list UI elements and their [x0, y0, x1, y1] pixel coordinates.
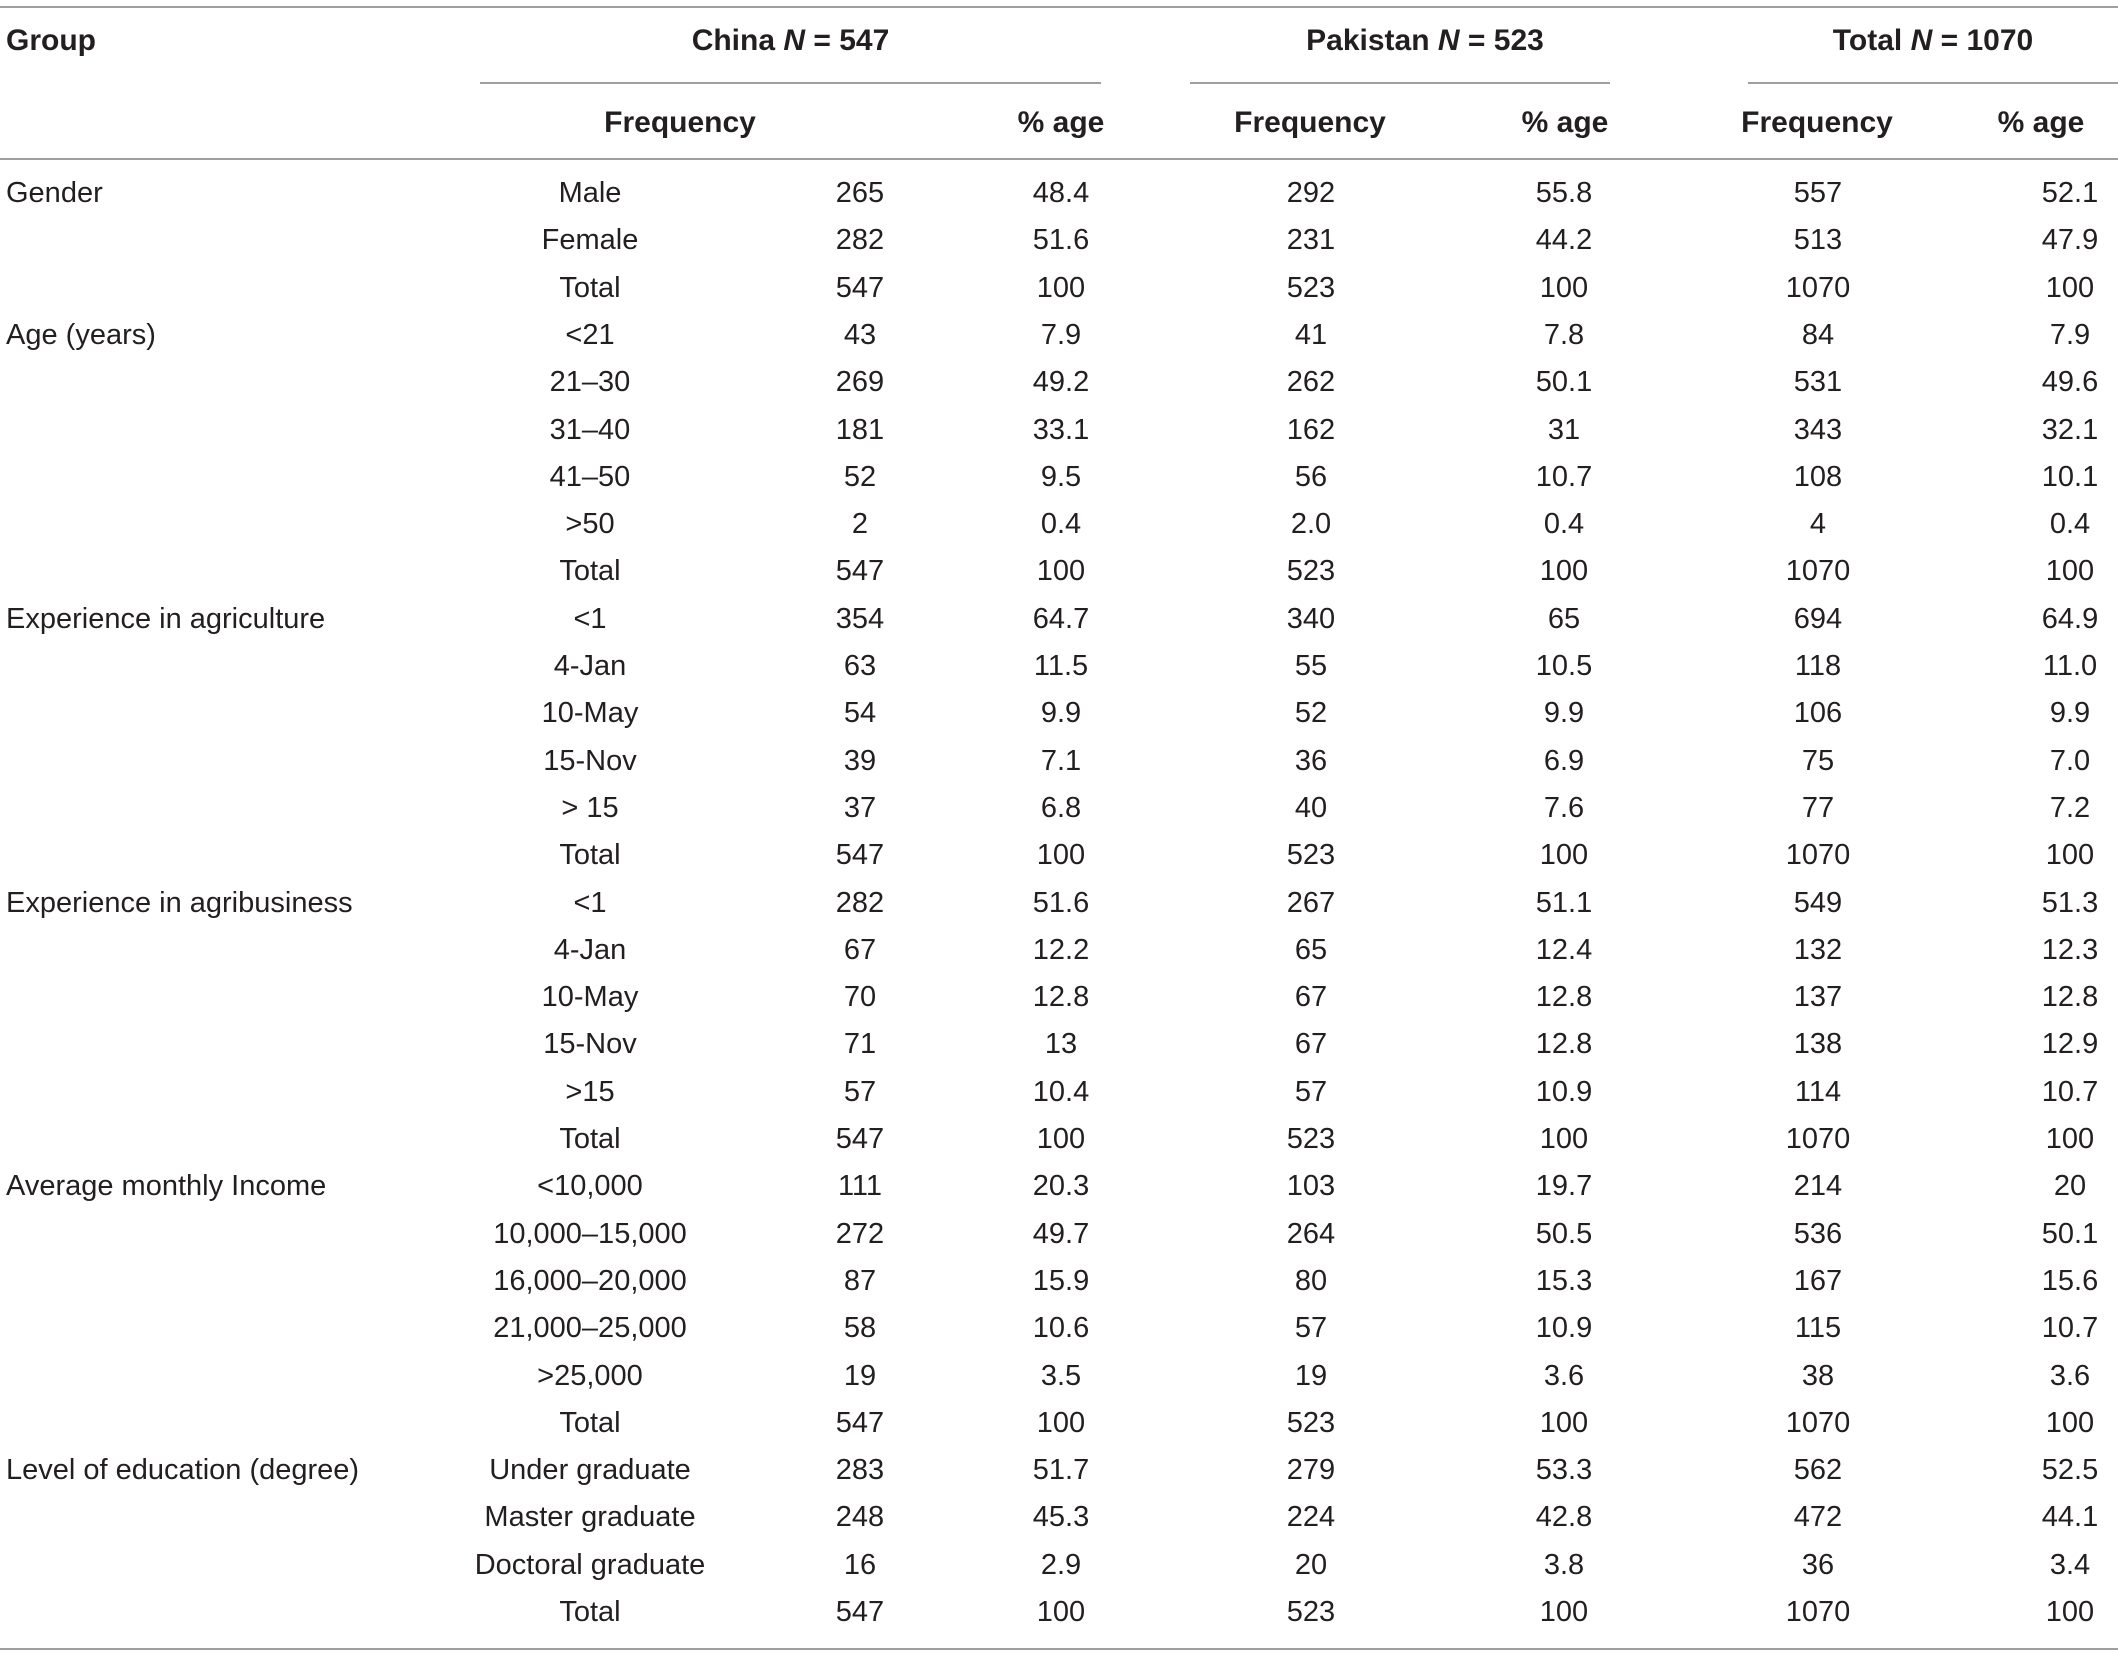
pakistan-frequency-cell: 56 — [1294, 460, 1328, 493]
category-cell: <1 — [573, 602, 607, 635]
pakistan-percent-cell: 12.8 — [1535, 1028, 1593, 1061]
pakistan-frequency-cell: 523 — [1286, 1123, 1336, 1155]
pakistan-frequency-cell: 523 — [1286, 1406, 1336, 1439]
group-label: Experience in agriculture — [6, 602, 326, 635]
pakistan-percent-cell: 3.6 — [1543, 1359, 1585, 1392]
pakistan-frequency-cell: 19 — [1294, 1359, 1328, 1392]
pakistan-frequency-cell: 41 — [1294, 318, 1328, 351]
china-percent-cell: 7.1 — [1040, 744, 1082, 777]
total-frequency-cell: 562 — [1793, 1454, 1843, 1487]
total-frequency-cell: 1070 — [1785, 271, 1851, 304]
total-percent-cell: 100 — [2045, 1406, 2095, 1439]
pakistan-percent-cell: 19.7 — [1535, 1170, 1593, 1203]
china-frequency-cell: 2 — [851, 508, 869, 541]
country-header-pakistan — [1190, 17, 1660, 64]
china-percent-cell: 12.8 — [1032, 981, 1090, 1014]
n-label: N — [1437, 24, 1460, 57]
pakistan-header-rule — [1190, 82, 1610, 84]
group-label: Level of education (degree) — [6, 1454, 360, 1487]
pakistan-frequency-cell: 292 — [1286, 177, 1336, 209]
pakistan-percent-cell: 6.9 — [1543, 744, 1585, 777]
total-frequency-cell: 1070 — [1785, 1406, 1851, 1439]
pakistan-percent-cell: 7.8 — [1543, 318, 1585, 351]
subheader-total-percent: % age — [1997, 106, 2085, 139]
category-cell: >15 — [565, 1075, 615, 1108]
country-name: China — [691, 24, 776, 57]
total-percent-cell: 3.4 — [2049, 1548, 2091, 1581]
china-frequency-cell: 547 — [835, 1406, 885, 1439]
total-frequency-cell: 106 — [1793, 697, 1843, 730]
category-cell: <21 — [565, 318, 615, 351]
category-cell: 21–30 — [549, 366, 631, 399]
china-percent-cell: 33.1 — [1032, 413, 1090, 446]
pakistan-percent-cell: 53.3 — [1535, 1454, 1593, 1487]
pakistan-frequency-cell: 267 — [1286, 886, 1336, 919]
china-percent-cell: 100 — [1036, 1596, 1086, 1628]
total-percent-cell: 32.1 — [2041, 413, 2099, 446]
total-frequency-cell: 132 — [1793, 933, 1843, 966]
total-percent-cell: 12.9 — [2041, 1028, 2099, 1061]
total-frequency-cell: 1070 — [1785, 1123, 1851, 1155]
total-frequency-cell: 108 — [1793, 460, 1843, 493]
category-cell: <10,000 — [537, 1170, 643, 1203]
total-percent-cell: 10.7 — [2041, 1075, 2099, 1108]
china-frequency-cell: 547 — [835, 1123, 885, 1155]
china-frequency-cell: 282 — [835, 886, 885, 919]
category-cell: 41–50 — [549, 460, 631, 493]
pakistan-frequency-cell: 65 — [1294, 933, 1328, 966]
china-percent-cell: 9.9 — [1040, 697, 1082, 730]
total-percent-cell: 49.6 — [2041, 366, 2099, 399]
china-percent-cell: 100 — [1036, 271, 1086, 304]
pakistan-frequency-cell: 523 — [1286, 271, 1336, 304]
china-percent-cell: 2.9 — [1040, 1548, 1082, 1581]
category-cell: Total — [559, 1123, 621, 1155]
china-frequency-cell: 547 — [835, 1596, 885, 1628]
total-frequency-cell: 513 — [1793, 224, 1843, 257]
china-percent-cell: 51.6 — [1032, 224, 1090, 257]
total-frequency-cell: 115 — [1794, 1312, 1842, 1345]
pakistan-percent-cell: 31 — [1547, 413, 1581, 446]
total-frequency-cell: 1070 — [1785, 555, 1851, 588]
total-frequency-cell: 1070 — [1785, 839, 1851, 872]
header-bottom-rule — [0, 158, 2118, 160]
total-percent-cell: 7.2 — [2049, 791, 2091, 824]
pakistan-percent-cell: 50.1 — [1535, 366, 1593, 399]
china-header-rule — [480, 82, 1101, 84]
pakistan-percent-cell: 15.3 — [1535, 1264, 1593, 1297]
pakistan-percent-cell: 7.6 — [1543, 791, 1585, 824]
n-value: = 547 — [813, 24, 890, 57]
pakistan-percent-cell: 100 — [1539, 1596, 1589, 1628]
china-frequency-cell: 67 — [843, 933, 877, 966]
china-frequency-cell: 265 — [835, 177, 885, 209]
china-percent-cell: 3.5 — [1040, 1359, 1082, 1392]
group-header: Group — [6, 24, 96, 57]
pakistan-frequency-cell: 231 — [1286, 224, 1336, 257]
china-percent-cell: 49.2 — [1032, 366, 1090, 399]
china-frequency-cell: 54 — [843, 697, 877, 730]
china-percent-cell: 100 — [1036, 555, 1086, 588]
total-frequency-cell: 167 — [1793, 1264, 1843, 1297]
pakistan-frequency-cell: 279 — [1286, 1454, 1336, 1487]
china-frequency-cell: 52 — [843, 460, 877, 493]
pakistan-frequency-cell: 57 — [1294, 1075, 1328, 1108]
total-frequency-cell: 137 — [1793, 981, 1843, 1014]
category-cell: 10,000–15,000 — [493, 1217, 687, 1250]
pakistan-frequency-cell: 20 — [1294, 1548, 1328, 1581]
china-percent-cell: 48.4 — [1032, 177, 1090, 209]
total-frequency-cell: 77 — [1801, 791, 1835, 824]
category-cell: 4-Jan — [553, 650, 627, 682]
pakistan-frequency-cell: 67 — [1294, 1028, 1328, 1061]
pakistan-frequency-cell: 36 — [1294, 744, 1328, 777]
category-cell: >25,000 — [537, 1359, 643, 1392]
china-percent-cell: 10.6 — [1032, 1312, 1090, 1345]
pakistan-percent-cell: 9.9 — [1543, 697, 1585, 730]
total-frequency-cell: 4 — [1809, 508, 1827, 541]
total-frequency-cell: 557 — [1793, 177, 1843, 209]
total-frequency-cell: 214 — [1793, 1170, 1843, 1203]
country-name: Total — [1832, 24, 1903, 57]
china-frequency-cell: 43 — [843, 318, 877, 351]
pakistan-percent-cell: 10.9 — [1535, 1312, 1593, 1345]
category-cell: Total — [559, 1406, 621, 1439]
china-frequency-cell: 111 — [837, 1170, 883, 1203]
total-frequency-cell: 694 — [1793, 602, 1843, 635]
category-cell: 10-May — [541, 981, 639, 1014]
total-percent-cell: 51.3 — [2041, 886, 2099, 919]
total-percent-cell: 64.9 — [2041, 602, 2099, 635]
total-percent-cell: 7.0 — [2049, 744, 2091, 777]
pakistan-percent-cell: 50.5 — [1535, 1217, 1593, 1250]
group-label: Experience in agribusiness — [6, 886, 353, 919]
china-percent-cell: 51.6 — [1032, 886, 1090, 919]
pakistan-frequency-cell: 57 — [1294, 1312, 1328, 1345]
group-label: Age (years) — [6, 318, 156, 351]
category-cell: 15-Nov — [543, 744, 637, 777]
pakistan-percent-cell: 12.4 — [1535, 933, 1593, 966]
pakistan-frequency-cell: 523 — [1286, 1596, 1336, 1628]
total-percent-cell: 47.9 — [2041, 224, 2099, 257]
total-frequency-cell: 138 — [1793, 1028, 1843, 1061]
total-percent-cell: 10.7 — [2041, 1312, 2099, 1345]
china-frequency-cell: 19 — [843, 1359, 877, 1392]
china-frequency-cell: 272 — [835, 1217, 885, 1250]
total-percent-cell: 52.5 — [2041, 1454, 2099, 1487]
table-bottom-rule — [0, 1648, 2118, 1650]
category-cell: Under graduate — [489, 1454, 691, 1487]
subheader-total-frequency: Frequency — [1741, 106, 1893, 139]
total-frequency-cell: 531 — [1793, 366, 1843, 399]
total-percent-cell: 100 — [2045, 1596, 2095, 1628]
pakistan-frequency-cell: 523 — [1286, 555, 1336, 588]
china-percent-cell: 9.5 — [1040, 460, 1082, 493]
pakistan-frequency-cell: 55 — [1294, 650, 1328, 682]
total-frequency-cell: 536 — [1793, 1217, 1843, 1250]
total-frequency-cell: 472 — [1793, 1501, 1843, 1534]
pakistan-percent-cell: 100 — [1539, 555, 1589, 588]
china-percent-cell: 6.8 — [1040, 791, 1082, 824]
category-cell: <1 — [573, 886, 607, 919]
pakistan-percent-cell: 0.4 — [1543, 508, 1585, 541]
category-cell: >50 — [565, 508, 615, 541]
china-percent-cell: 7.9 — [1040, 318, 1082, 351]
category-cell: Total — [559, 839, 621, 872]
pakistan-frequency-cell: 264 — [1286, 1217, 1336, 1250]
china-frequency-cell: 354 — [835, 602, 885, 635]
pakistan-percent-cell: 10.5 — [1535, 650, 1593, 682]
category-cell: > 15 — [561, 791, 619, 824]
category-cell: Doctoral graduate — [474, 1548, 706, 1581]
china-frequency-cell: 283 — [835, 1454, 885, 1487]
category-cell: Total — [559, 555, 621, 588]
subheader-pakistan-frequency: Frequency — [1234, 106, 1386, 139]
total-percent-cell: 20 — [2053, 1170, 2087, 1203]
subheader-pakistan-percent: % age — [1521, 106, 1609, 139]
china-percent-cell: 45.3 — [1032, 1501, 1090, 1534]
pakistan-percent-cell: 10.9 — [1535, 1075, 1593, 1108]
pakistan-frequency-cell: 52 — [1294, 697, 1328, 730]
total-percent-cell: 15.6 — [2041, 1264, 2099, 1297]
china-percent-cell: 20.3 — [1032, 1170, 1090, 1203]
n-value: = 523 — [1467, 24, 1544, 57]
total-percent-cell: 3.6 — [2049, 1359, 2091, 1392]
pakistan-percent-cell: 65 — [1547, 602, 1581, 635]
china-frequency-cell: 57 — [843, 1075, 877, 1108]
pakistan-frequency-cell: 80 — [1294, 1264, 1328, 1297]
pakistan-percent-cell: 10.7 — [1535, 460, 1593, 493]
pakistan-frequency-cell: 103 — [1286, 1170, 1336, 1203]
china-frequency-cell: 547 — [835, 271, 885, 304]
china-frequency-cell: 547 — [835, 839, 885, 872]
total-header-rule — [1748, 82, 2118, 84]
china-frequency-cell: 547 — [835, 555, 885, 588]
subheader-china-frequency: Frequency — [604, 106, 756, 139]
pakistan-frequency-cell: 2.0 — [1290, 508, 1332, 541]
country-name: Pakistan — [1306, 24, 1430, 57]
china-frequency-cell: 248 — [835, 1501, 885, 1534]
pakistan-percent-cell: 51.1 — [1535, 886, 1593, 919]
china-percent-cell: 64.7 — [1032, 602, 1090, 635]
total-frequency-cell: 75 — [1801, 744, 1835, 777]
china-percent-cell: 100 — [1036, 1406, 1086, 1439]
china-frequency-cell: 16 — [843, 1548, 877, 1581]
category-cell: Total — [559, 1596, 621, 1628]
china-percent-cell: 12.2 — [1032, 933, 1090, 966]
china-frequency-cell: 37 — [843, 791, 877, 824]
china-percent-cell: 15.9 — [1032, 1264, 1090, 1297]
n-value: = 1070 — [1940, 24, 2034, 57]
china-frequency-cell: 39 — [843, 744, 877, 777]
category-cell: Master graduate — [484, 1501, 696, 1534]
china-percent-cell: 49.7 — [1032, 1217, 1090, 1250]
pakistan-frequency-cell: 262 — [1286, 366, 1336, 399]
group-label: Gender — [6, 177, 103, 209]
total-percent-cell: 11.0 — [2042, 650, 2098, 682]
pakistan-percent-cell: 100 — [1539, 839, 1589, 872]
pakistan-frequency-cell: 340 — [1286, 602, 1336, 635]
china-percent-cell: 100 — [1036, 1123, 1086, 1155]
china-percent-cell: 100 — [1036, 839, 1086, 872]
category-cell: Female — [541, 224, 639, 257]
total-percent-cell: 7.9 — [2049, 318, 2091, 351]
china-frequency-cell: 87 — [843, 1264, 877, 1297]
total-percent-cell: 100 — [2045, 555, 2095, 588]
pakistan-percent-cell: 12.8 — [1535, 981, 1593, 1014]
subheader-china-percent: % age — [1017, 106, 1105, 139]
china-frequency-cell: 63 — [843, 650, 877, 682]
total-percent-cell: 44.1 — [2041, 1501, 2099, 1534]
china-frequency-cell: 70 — [843, 981, 877, 1014]
pakistan-percent-cell: 42.8 — [1535, 1501, 1593, 1534]
n-label: N — [1910, 24, 1933, 57]
total-percent-cell: 12.3 — [2041, 933, 2099, 966]
pakistan-frequency-cell: 224 — [1286, 1501, 1336, 1534]
category-cell: 10-May — [541, 697, 639, 730]
total-frequency-cell: 36 — [1801, 1548, 1835, 1581]
pakistan-percent-cell: 55.8 — [1535, 177, 1593, 209]
pakistan-percent-cell: 100 — [1539, 271, 1589, 304]
china-frequency-cell: 181 — [835, 413, 885, 446]
total-percent-cell: 100 — [2045, 271, 2095, 304]
pakistan-frequency-cell: 67 — [1294, 981, 1328, 1014]
total-frequency-cell: 549 — [1793, 886, 1843, 919]
total-percent-cell: 50.1 — [2041, 1217, 2099, 1250]
total-frequency-cell: 114 — [1794, 1075, 1842, 1108]
china-frequency-cell: 58 — [843, 1312, 877, 1345]
category-cell: Total — [559, 271, 621, 304]
country-header-china — [480, 17, 1101, 64]
china-frequency-cell: 269 — [835, 366, 885, 399]
china-percent-cell: 13 — [1044, 1028, 1078, 1061]
china-percent-cell: 10.4 — [1032, 1075, 1090, 1108]
pakistan-percent-cell: 100 — [1539, 1123, 1589, 1155]
total-frequency-cell: 38 — [1801, 1359, 1835, 1392]
country-header-total — [1748, 17, 2118, 64]
total-percent-cell: 100 — [2045, 1123, 2095, 1155]
total-percent-cell: 12.8 — [2041, 981, 2099, 1014]
category-cell: 15-Nov — [543, 1028, 637, 1061]
china-percent-cell: 11.5 — [1033, 650, 1089, 682]
category-cell: 16,000–20,000 — [493, 1264, 687, 1297]
total-frequency-cell: 84 — [1801, 318, 1835, 351]
china-frequency-cell: 71 — [843, 1028, 877, 1061]
china-percent-cell: 51.7 — [1032, 1454, 1090, 1487]
total-frequency-cell: 1070 — [1785, 1596, 1851, 1628]
category-cell: Male — [558, 177, 622, 209]
pakistan-percent-cell: 3.8 — [1543, 1548, 1585, 1581]
total-frequency-cell: 118 — [1794, 650, 1842, 682]
total-percent-cell: 9.9 — [2049, 697, 2091, 730]
n-label: N — [783, 24, 806, 57]
total-frequency-cell: 343 — [1793, 413, 1843, 446]
category-cell: 21,000–25,000 — [493, 1312, 687, 1345]
category-cell: 31–40 — [549, 413, 631, 446]
pakistan-frequency-cell: 162 — [1286, 413, 1336, 446]
pakistan-frequency-cell: 40 — [1294, 791, 1328, 824]
total-percent-cell: 100 — [2045, 839, 2095, 872]
china-percent-cell: 0.4 — [1040, 508, 1082, 541]
group-label: Average monthly Income — [6, 1170, 327, 1203]
pakistan-percent-cell: 100 — [1539, 1406, 1589, 1439]
total-percent-cell: 10.1 — [2041, 460, 2099, 493]
total-percent-cell: 0.4 — [2049, 508, 2091, 541]
total-percent-cell: 52.1 — [2041, 177, 2099, 209]
table-top-rule — [0, 6, 2118, 8]
pakistan-percent-cell: 44.2 — [1535, 224, 1593, 257]
category-cell: 4-Jan — [553, 933, 627, 966]
china-frequency-cell: 282 — [835, 224, 885, 257]
pakistan-frequency-cell: 523 — [1286, 839, 1336, 872]
